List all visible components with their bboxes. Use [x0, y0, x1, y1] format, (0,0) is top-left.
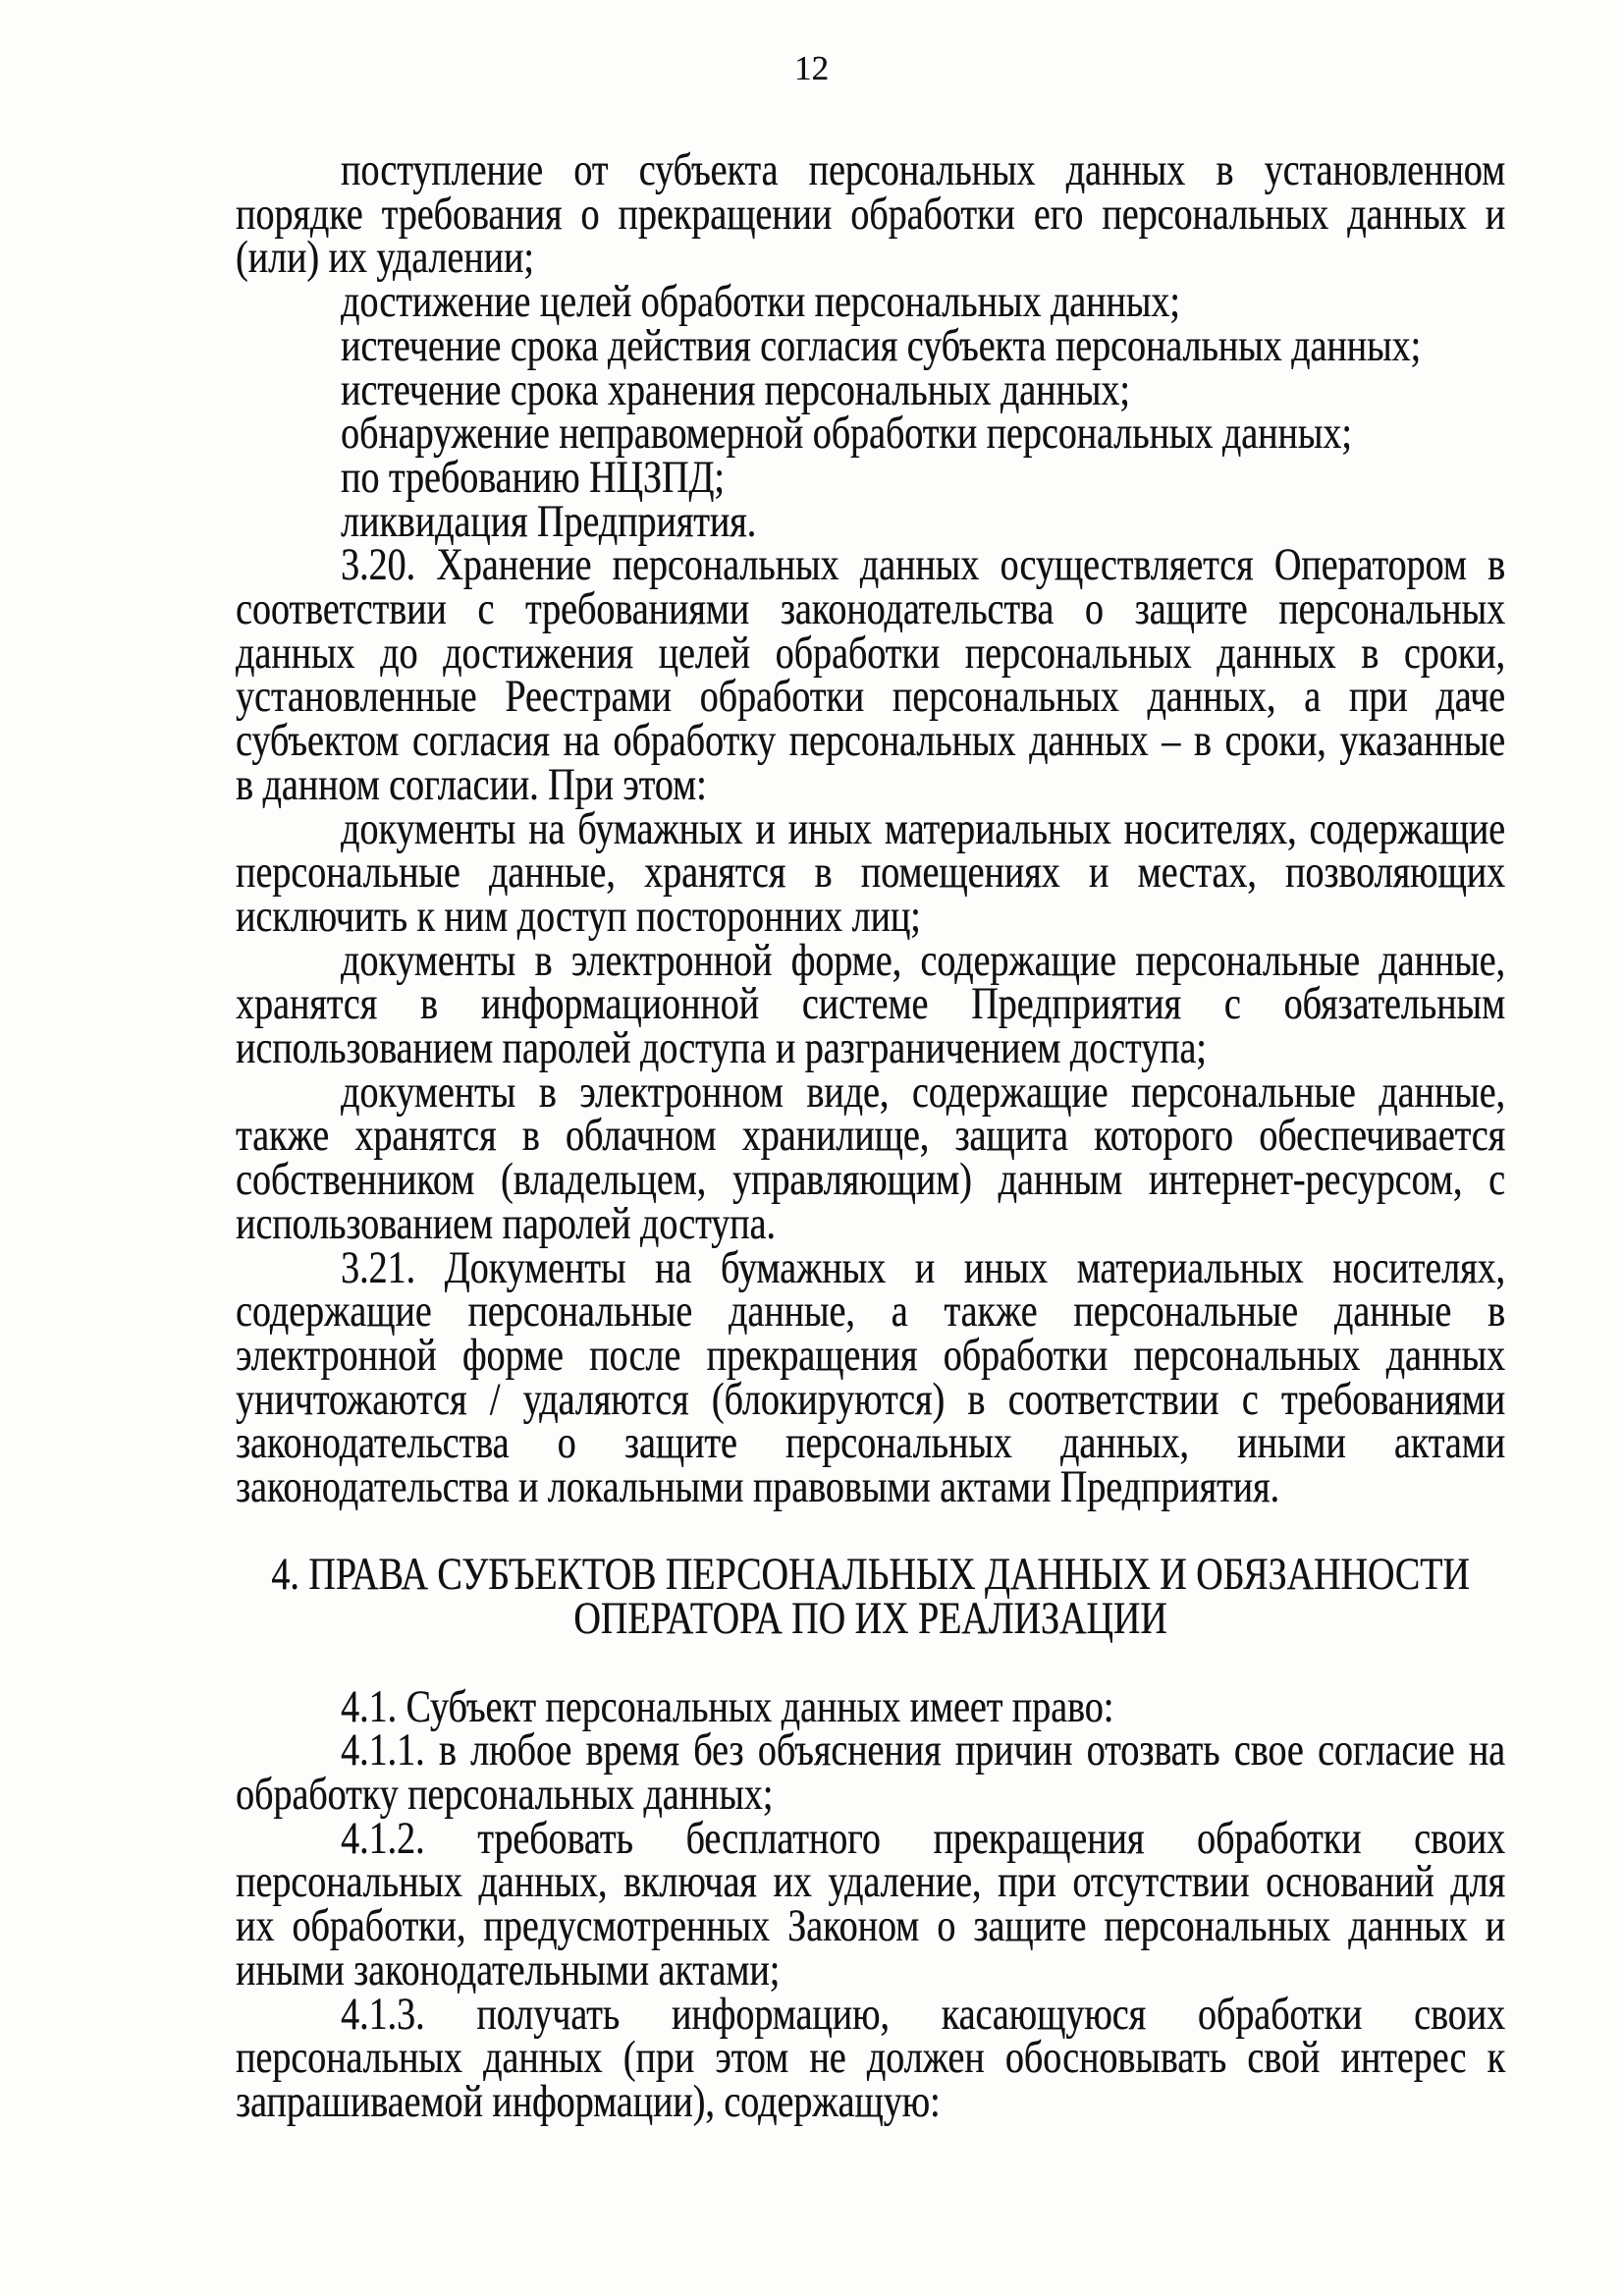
text-line: истечение срока хранения персональных данных;	[341, 364, 1130, 415]
text-line: персональные данные, хранятся в помещениях и местах, позволяющих	[236, 847, 1505, 899]
text-line: поступление от субъекта персональных данных в установленном	[341, 144, 1505, 196]
text-line: обнаружение неправомерной обработки персональных данных;	[341, 409, 1352, 460]
text-line: законодательства о защите персональных данных, иными актами	[236, 1418, 1505, 1469]
paragraph	[236, 144, 1505, 284]
paragraph	[236, 803, 1505, 943]
text-line: использованием паролей доступа и разграничением доступа;	[236, 1022, 1207, 1074]
text-line: 3.21. Документы на бумажных и иных материальных носителях,	[341, 1242, 1505, 1293]
text-line: хранятся в информационной системе Предприятия с обязательным	[236, 979, 1505, 1030]
paragraph	[236, 276, 1505, 328]
text-line: исключить к ним доступ посторонних лиц;	[236, 891, 921, 943]
text-line: 4.1. Субъект персональных данных имеет право:	[341, 1681, 1114, 1732]
text-line: обработку персональных данных;	[236, 1769, 774, 1821]
text-line: законодательства и локальными правовыми актами Предприятия.	[236, 1461, 1279, 1513]
text-line: собственником (владельцем, управляющим) данным интернет-ресурсом, с	[236, 1154, 1505, 1206]
text-line: 4.1.2. требовать бесплатного прекращения обработки своих	[341, 1813, 1505, 1864]
text-line: 4.1.1. в любое время без объяснения причин отозвать свое согласие на	[341, 1725, 1505, 1777]
paragraph	[236, 1066, 1505, 1249]
paragraph	[236, 1989, 1505, 2127]
paragraph	[236, 452, 1505, 503]
paragraph	[236, 1725, 1505, 1821]
paragraph	[236, 364, 1505, 415]
text-line: по требованию НЦЗПД;	[341, 452, 725, 503]
text-line: данных до достижения целей обработки персональных данных в сроки,	[236, 628, 1505, 679]
text-line: в данном согласии. При этом:	[236, 759, 707, 810]
text-line: документы на бумажных и иных материальных носителях, содержащие	[341, 803, 1505, 854]
text-line: ликвидация Предприятия.	[341, 496, 757, 547]
document-body	[236, 144, 1505, 2127]
text-line: персональных данных (при этом не должен обосновывать свой интерес к	[236, 2033, 1505, 2084]
text-line: содержащие персональные данные, а также персональные данные в	[236, 1286, 1505, 1338]
paragraph	[236, 540, 1505, 810]
text-line: достижение целей обработки персональных данных;	[341, 276, 1180, 328]
text-line: уничтожаются / удаляются (блокируются) в соответствии с требованиями	[236, 1374, 1505, 1425]
text-line: (или) их удалении;	[236, 233, 534, 284]
text-line: 3.20. Хранение персональных данных осуществляется Оператором в	[341, 540, 1505, 591]
paragraph	[236, 320, 1505, 371]
text-line: документы в электронной форме, содержащие персональные данные,	[341, 935, 1505, 986]
text-line: 4.1.3. получать информацию, касающуюся обработки своих	[341, 1989, 1505, 2040]
text-line: иными законодательными актами;	[236, 1944, 781, 1995]
paragraph	[236, 935, 1505, 1074]
text-line: также хранятся в облачном хранилище, защита которого обеспечивается	[236, 1111, 1505, 1162]
text-line: порядке требования о прекращении обработки его персональных данных и	[236, 189, 1505, 240]
heading-line: 4. ПРАВА СУБЪЕКТОВ ПЕРСОНАЛЬНЫХ ДАННЫХ И ОБЯЗАННОСТИ	[271, 1550, 1470, 1601]
paragraph	[236, 1242, 1505, 1513]
heading-line: ОПЕРАТОРА ПО ИХ РЕАЛИЗАЦИИ	[573, 1593, 1167, 1645]
text-line: электронной форме после прекращения обработки персональных данных	[236, 1330, 1505, 1382]
paragraph	[236, 409, 1505, 460]
paragraph	[236, 1813, 1505, 1995]
section-heading	[236, 1550, 1505, 1645]
text-line: документы в электронном виде, содержащие персональные данные,	[341, 1066, 1505, 1118]
text-line: истечение срока действия согласия субъекта персональных данных;	[341, 320, 1422, 371]
text-line: персональных данных, включая их удаление, при отсутствии оснований для	[236, 1857, 1505, 1908]
text-line: соответствии с требованиями законодательства о защите персональных	[236, 583, 1505, 635]
paragraph	[236, 1681, 1505, 1732]
text-line: установленные Реестрами обработки персональных данных, а при даче	[236, 672, 1505, 723]
text-line: субъектом согласия на обработку персональных данных – в сроки, указанные	[236, 715, 1505, 767]
page-number: 12	[794, 49, 829, 87]
text-line: запрашиваемой информации), содержащую:	[236, 2076, 941, 2127]
text-line: их обработки, предусмотренных Законом о защите персональных данных и	[236, 1900, 1505, 1952]
text-line: использованием паролей доступа.	[236, 1198, 776, 1249]
